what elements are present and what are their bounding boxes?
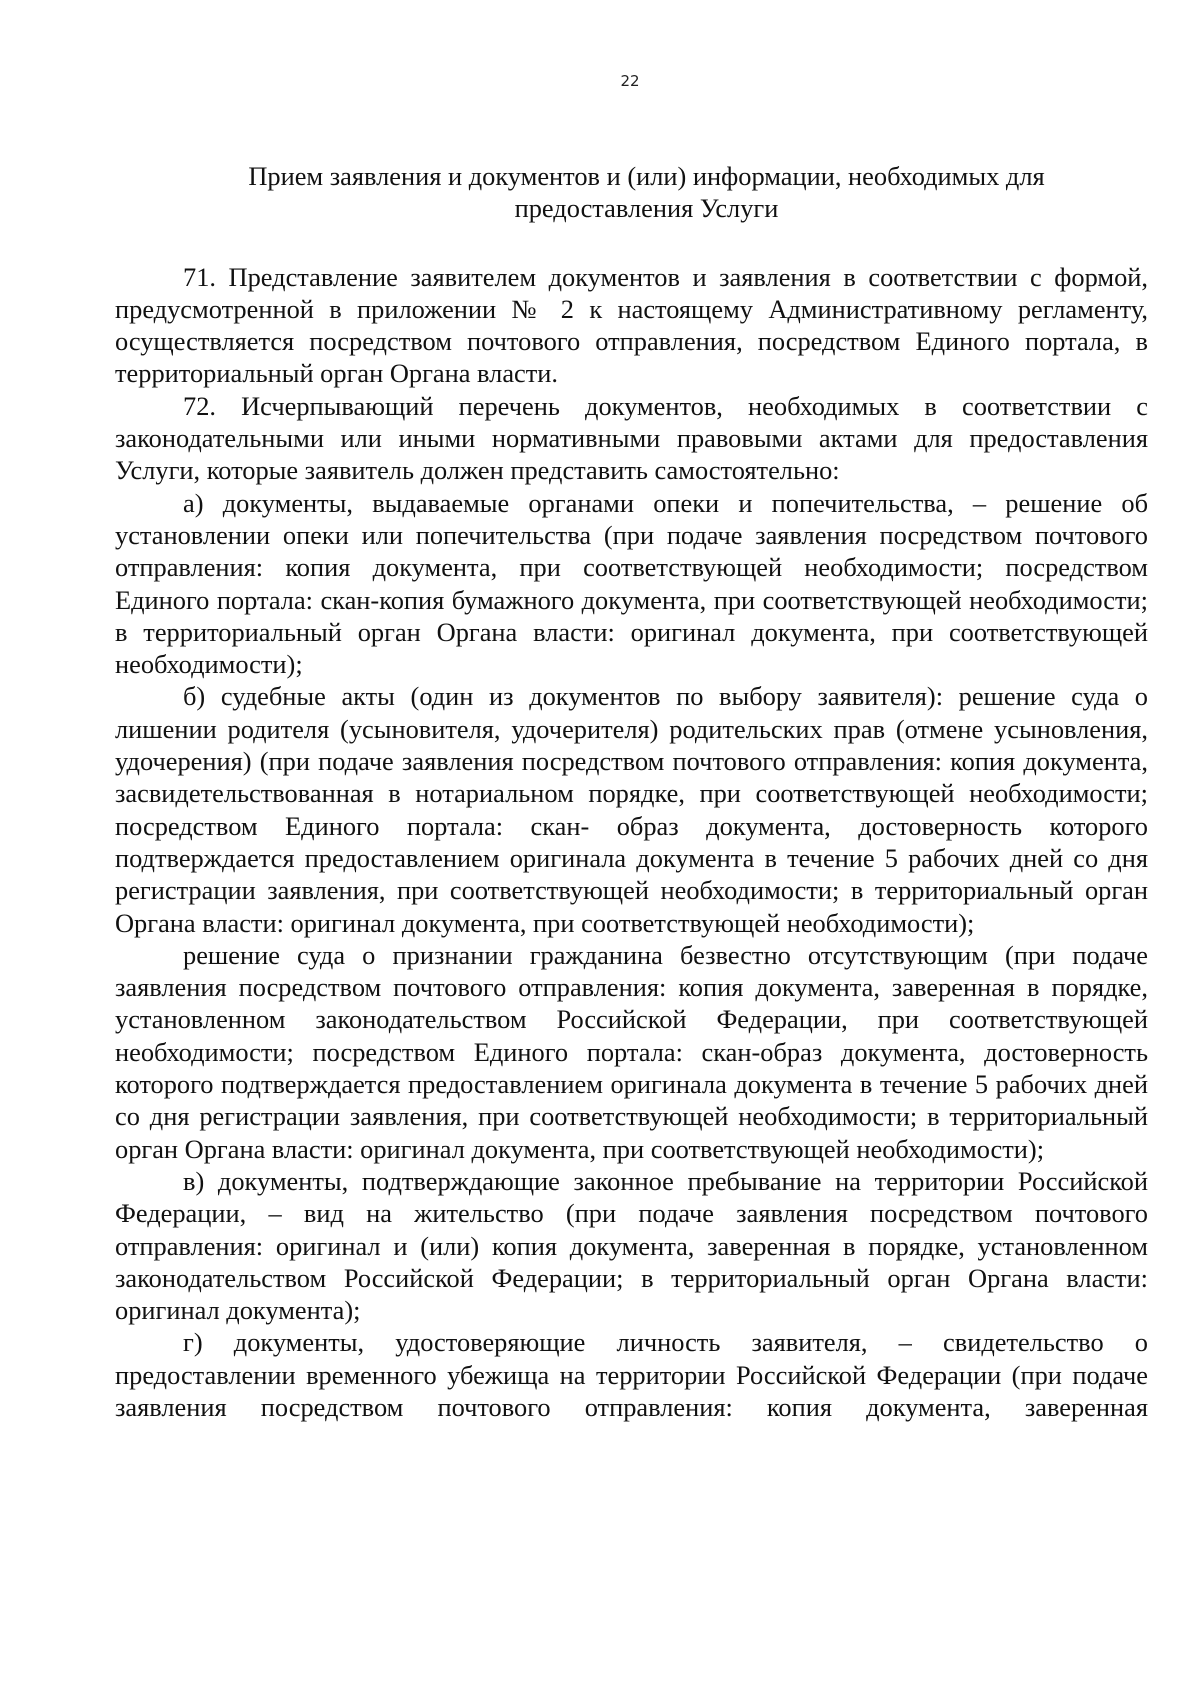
paragraph-item-b: б) судебные акты (один из документов по выбору заявителя): решение суда о лишении родителя (усыновителя, удочерителя) родительских прав (отмене усыновления, удочерения) (при подаче заявления посредством почтового отправления: копия документа, засвидетельствованная в нотариальном порядке, при соответствующей необходимости; посредством Единого портала: скан- образ документа, достоверность которого подтверждается предоставлением оригинала документа в течение 5 рабочих дней со дня регистрации заявления, при соответствующей необходимости; в территориальный орган Органа власти: оригинал документа, при соответствующей необходимости); (115, 681, 1148, 938)
paragraph-court-decision: решение суда о признании гражданина безвестно отсутствующим (при подаче заявления посредством почтового отправления: копия документа, заверенная в порядке, установленном законодательством Российской Федерации, при соответствующей необходимости; посредством Единого портала: скан-образ документа, достоверность которого подтверждается предоставлением оригинала документа в течение 5 рабочих дней со дня регистрации заявления, при соответствующей необходимости; в территориальный орган Органа власти: оригинал документа, при соответствующей необходимости); (115, 939, 1148, 1164)
paragraph-item-v: в) документы, подтверждающие законное пребывание на территории Российской Федерации, – вид на жительство (при подаче заявления посредством почтового отправления: оригинал и (или) копия документа, заверенная в порядке, установленном законодательством Российской Федерации; в территориальный орган Органа власти: оригинал документа); (115, 1165, 1148, 1326)
paragraph-item-g: г) документы, удостоверяющие личность заявителя, – свидетельство о предоставлении временного убежища на территории Российской Федерации (при подаче заявления посредством почтового отправления: копия документа, заверенная (115, 1327, 1148, 1422)
section-heading-line-1: Прием заявления и документов и (или) информации, необходимых для (248, 161, 1045, 191)
paragraph-item-a: а) документы, выдаваемые органами опеки и попечительства, – решение об установлении опеки или попечительства (при подаче заявления посредством почтового отправления: копия документа, при соответствующей необходимости; посредством Единого портала: скан-копия бумажного документа, при соответствующей необходимости; в территориальный орган Органа власти: оригинал документа, при соответствующей необходимости); (115, 487, 1148, 680)
section-heading (115, 160, 1148, 225)
paragraph-72: 72. Исчерпывающий перечень документов, необходимых в соответствии с законодательными или иными нормативными правовыми актами для предоставления Услуги, которые заявитель должен представить самостоятельно: (115, 390, 1148, 486)
section-heading-line-2: предоставления Услуги (514, 193, 779, 224)
document-body (115, 160, 1148, 1423)
paragraph-71: 71. Представление заявителем документов и заявления в соответствии с формой, предусмотренной в приложении № 2 к настоящему Административному регламенту, осуществляется посредством почтового отправления, посредством Единого портала, в территориальный орган Органа власти. (115, 261, 1148, 389)
page-number: 22 (620, 72, 640, 90)
